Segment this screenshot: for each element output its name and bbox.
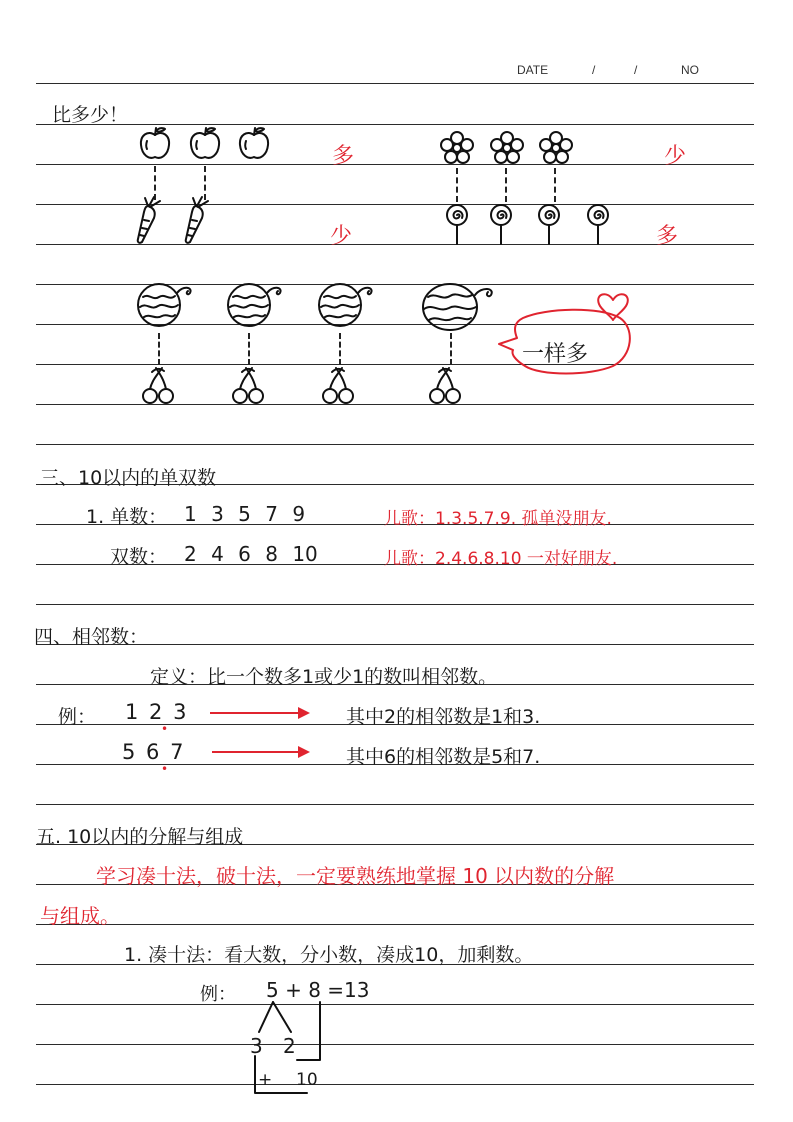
ruled-line	[36, 164, 754, 165]
word-less: 少	[664, 144, 687, 169]
note-line: 与组成。	[40, 904, 120, 928]
match-line	[204, 166, 206, 200]
lollipop-icon	[488, 203, 514, 245]
example-text: 其中2的相邻数是1和3.	[346, 706, 541, 728]
carrot-icon	[132, 196, 164, 246]
odd-rhyme: 儿歌：1.3.5.7.9. 孤单没朋友.	[384, 509, 612, 529]
word-less: 少	[330, 224, 353, 249]
section5-title: 五. 10以内的分解与组成	[36, 826, 244, 848]
ruled-line	[36, 604, 754, 605]
mark-dot: •	[161, 722, 169, 736]
match-line	[450, 333, 452, 365]
watermelon-icon	[420, 281, 500, 333]
lollipop-icon	[444, 203, 470, 245]
watermelon-icon	[135, 281, 195, 329]
compare-title: 比多少！	[52, 104, 129, 126]
flower-icon	[440, 131, 474, 165]
example-numbers: 1 2 3	[125, 700, 187, 724]
match-line	[339, 333, 341, 365]
split-right: 2	[283, 1034, 296, 1058]
match-line	[554, 168, 556, 202]
ruled-line	[36, 124, 754, 125]
cherry-icon	[140, 364, 178, 406]
ruled-line	[36, 804, 754, 805]
method-text: 1. 凑十法：看大数，分小数，凑成10，加剩数。	[124, 944, 534, 966]
match-line	[505, 168, 507, 202]
ruled-line	[36, 924, 754, 925]
even-rhyme: 儿歌：2.4.6.8.10 一对好朋友.	[384, 549, 618, 569]
lollipop-icon	[536, 203, 562, 245]
arrow-head	[298, 707, 310, 719]
apple-icon	[138, 126, 172, 162]
word-more: 多	[332, 144, 355, 169]
match-line	[456, 168, 458, 202]
ruled-line	[36, 444, 754, 445]
even-label: 双数：	[110, 546, 168, 568]
ruled-line	[36, 1004, 754, 1005]
ruled-line	[36, 83, 754, 84]
date-label: DATE	[517, 63, 549, 77]
odd-label: 1. 单数：	[86, 506, 168, 528]
apple-icon	[237, 126, 271, 162]
cherry-icon	[427, 364, 465, 406]
definition: 定义：比一个数多1或少1的数叫相邻数。	[150, 666, 498, 688]
plus-sign: +	[258, 1070, 273, 1090]
mark-dot: •	[161, 762, 169, 776]
example-label: 例：	[58, 706, 97, 728]
flower-icon	[539, 131, 573, 165]
word-more: 多	[656, 224, 679, 249]
no-label: NO	[681, 63, 699, 77]
bubble-text: 一样多	[522, 342, 589, 367]
date-slash: /	[592, 63, 596, 77]
ruled-line	[36, 1044, 754, 1045]
watermelon-icon	[225, 281, 285, 329]
cherry-icon	[230, 364, 268, 406]
section3-title: 三、10以内的单双数	[40, 467, 217, 489]
even-numbers: 2 4 6 8 10	[184, 542, 318, 566]
equation: 5 + 8 =13	[266, 978, 370, 1002]
odd-numbers: 1 3 5 7 9	[184, 502, 306, 526]
section4-title: 四、相邻数：	[34, 626, 149, 648]
example-text: 其中6的相邻数是5和7.	[346, 746, 541, 768]
date-slash: /	[634, 63, 638, 77]
lollipop-icon	[585, 203, 611, 245]
cherry-icon	[320, 364, 358, 406]
split-left: 3	[250, 1034, 263, 1058]
arrow-head	[298, 746, 310, 758]
arrow-line	[210, 712, 300, 714]
example-label: 例：	[200, 984, 236, 1005]
ruled-line	[36, 1084, 754, 1085]
carrot-icon	[180, 196, 212, 246]
arrow-line	[212, 751, 300, 753]
flower-icon	[490, 131, 524, 165]
apple-icon	[188, 126, 222, 162]
watermelon-icon	[316, 281, 376, 329]
ten-value: 10	[296, 1070, 318, 1090]
note-line: 学习凑十法，破十法，一定要熟练地掌握 10 以内数的分解	[96, 864, 615, 888]
example-numbers: 5 6 7	[122, 740, 184, 764]
match-line	[158, 333, 160, 365]
match-line	[154, 166, 156, 200]
match-line	[248, 333, 250, 365]
